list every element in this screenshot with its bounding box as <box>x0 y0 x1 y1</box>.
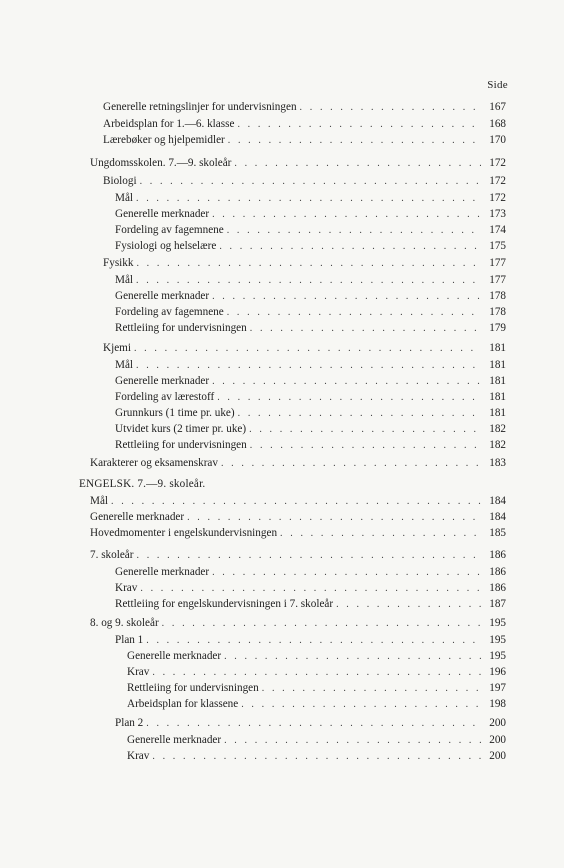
toc-entry-title: Rettleiing for undervisningen <box>115 439 247 451</box>
toc-entry <box>90 510 506 525</box>
toc-entry <box>90 548 506 563</box>
dot-leader <box>136 274 481 288</box>
dot-leader <box>221 457 481 471</box>
toc-entry-title: Generelle retningslinjer for undervisningen <box>103 101 297 113</box>
toc-entry <box>127 649 506 664</box>
toc-entry-page-number: 195 <box>489 617 506 629</box>
toc-entry-title: Ungdomsskolen. 7.—9. skoleår <box>90 157 232 169</box>
toc-entry <box>115 358 506 373</box>
toc-entry-page-number: 173 <box>489 208 506 220</box>
dot-leader <box>227 224 481 238</box>
dot-leader <box>250 439 481 453</box>
toc-entry-page-number: 186 <box>489 549 506 561</box>
dot-leader <box>238 407 481 421</box>
toc-entry-title: Biologi <box>103 175 137 187</box>
dot-leader <box>152 750 481 764</box>
toc-entry-title: Fordeling av fagemnene <box>115 224 224 236</box>
dot-leader <box>212 566 481 580</box>
toc-entry-page-number: 186 <box>489 566 506 578</box>
toc-entry <box>115 374 506 389</box>
toc-entry-page-number: 196 <box>489 666 506 678</box>
toc-entry <box>103 100 506 115</box>
dot-leader <box>137 549 482 563</box>
toc-entry <box>115 273 506 288</box>
toc-entry-page-number: 181 <box>489 375 506 387</box>
toc-entry-title: Fysiologi og helselære <box>115 240 217 252</box>
toc-entry-title: Generelle merknader <box>115 375 210 387</box>
toc-entry <box>103 117 506 132</box>
toc-entry-page-number: 198 <box>489 698 506 710</box>
dot-leader <box>249 423 481 437</box>
toc-entry <box>115 565 506 580</box>
toc-entry-title: Krav <box>127 750 150 762</box>
toc-entry <box>103 256 506 271</box>
dot-leader <box>241 698 481 712</box>
toc-entry-page-number: 200 <box>489 750 506 762</box>
toc-entry <box>115 716 506 731</box>
dot-leader <box>212 290 481 304</box>
toc-entry <box>127 697 506 712</box>
toc-entry <box>90 616 506 631</box>
toc-entry-page-number: 184 <box>489 511 506 523</box>
toc-entry-title: 8. og 9. skoleår <box>90 617 159 629</box>
toc-entry-page-number: 197 <box>489 682 506 694</box>
dot-leader <box>250 322 481 336</box>
toc-entry-title: Rettleiing for engelskundervisningen i 7. skoleår <box>115 598 334 610</box>
toc-entry-page-number: 181 <box>489 407 506 419</box>
toc-entry-title: Karakterer og eksamenskrav <box>90 457 218 469</box>
toc-entry <box>115 390 506 405</box>
dot-leader <box>224 650 481 664</box>
dot-leader <box>219 240 481 254</box>
toc-entry-title: Generelle merknader <box>115 208 210 220</box>
toc-entry <box>115 581 506 596</box>
toc-entry-title: Fysikk <box>103 257 134 269</box>
toc-entry-page-number: 172 <box>489 192 506 204</box>
dot-leader <box>280 527 481 541</box>
toc-entry <box>115 223 506 238</box>
toc-entry-title: Generelle merknader <box>127 650 222 662</box>
toc-entry <box>127 681 506 696</box>
toc-entry-page-number: 181 <box>489 391 506 403</box>
toc-entry <box>115 191 506 206</box>
toc-entry <box>115 289 506 304</box>
toc-entry-page-number: 174 <box>489 224 506 236</box>
toc-entry-title: Arbeidsplan for klassene <box>127 698 239 710</box>
toc-entry <box>103 341 506 356</box>
toc-entry-title: Krav <box>127 666 150 678</box>
toc-entry-title: Generelle merknader <box>115 290 210 302</box>
toc-entry-title: Krav <box>115 582 138 594</box>
toc-entry <box>115 597 506 612</box>
toc-entry <box>127 665 506 680</box>
dot-leader <box>146 634 481 648</box>
toc-entry-title: Mål <box>115 274 134 286</box>
toc-entry <box>115 207 506 222</box>
toc-entry <box>115 422 506 437</box>
dot-leader <box>227 306 481 320</box>
toc-entry <box>90 526 506 541</box>
dot-leader <box>300 101 481 115</box>
dot-leader <box>162 617 481 631</box>
dot-leader <box>134 342 481 356</box>
dot-leader <box>136 257 481 271</box>
toc-entry-page-number: 178 <box>489 290 506 302</box>
dot-leader <box>212 208 481 222</box>
toc-entry <box>90 156 506 171</box>
dot-leader <box>111 495 481 509</box>
page-column-label: Side <box>487 79 508 91</box>
toc-entry-page-number: 170 <box>489 134 506 146</box>
toc-entry-page-number: 200 <box>489 734 506 746</box>
toc-entry-title: Rettleiing for undervisningen <box>127 682 259 694</box>
toc-entry-page-number: 175 <box>489 240 506 252</box>
toc-entry-page-number: 181 <box>489 359 506 371</box>
toc-entry-page-number: 167 <box>489 101 506 113</box>
toc-entry-title: Mål <box>90 495 109 507</box>
toc-entry-page-number: 168 <box>489 118 506 130</box>
toc-entry-title: Generelle merknader <box>127 734 222 746</box>
toc-entry-page-number: 172 <box>489 157 506 169</box>
toc-entry-page-number: 183 <box>489 457 506 469</box>
dot-leader <box>136 192 481 206</box>
toc-entry <box>115 406 506 421</box>
toc-entry <box>90 456 506 471</box>
toc-entry-page-number: 179 <box>489 322 506 334</box>
toc-entry <box>79 477 506 491</box>
dot-leader <box>136 359 481 373</box>
toc-entry-page-number: 185 <box>489 527 506 539</box>
toc-entry-title: Mål <box>115 192 134 204</box>
toc-entry <box>127 749 506 764</box>
dot-leader <box>234 157 481 171</box>
toc-entry-title: Kjemi <box>103 342 131 354</box>
toc-entry <box>90 494 506 509</box>
dot-leader <box>228 134 481 148</box>
toc-entry-title: Generelle merknader <box>115 566 210 578</box>
dot-leader <box>212 375 481 389</box>
toc-entry-page-number: 182 <box>489 439 506 451</box>
dot-leader <box>224 734 481 748</box>
dot-leader <box>146 717 481 731</box>
toc-entry-title: Plan 1 <box>115 634 144 646</box>
toc-entry-page-number: 178 <box>489 306 506 318</box>
dot-leader <box>262 682 481 696</box>
toc-entry-title: Lærebøker og hjelpemidler <box>103 134 225 146</box>
toc-entry-title: Arbeidsplan for 1.—6. klasse <box>103 118 235 130</box>
dot-leader <box>187 511 481 525</box>
toc-entry-title: Grunnkurs (1 time pr. uke) <box>115 407 235 419</box>
toc-entry-page-number: 181 <box>489 342 506 354</box>
dot-leader <box>140 582 481 596</box>
toc-entry <box>103 133 506 148</box>
toc-entry-title: Utvidet kurs (2 timer pr. uke) <box>115 423 247 435</box>
dot-leader <box>140 175 481 189</box>
toc-entry-title: Rettleiing for undervisningen <box>115 322 247 334</box>
toc-entry-title: Fordeling av fagemnene <box>115 306 224 318</box>
toc-entry-title: Hovedmomenter i engelskundervisningen <box>90 527 278 539</box>
toc-entry-title: Fordeling av lærestoff <box>115 391 215 403</box>
dot-leader <box>336 598 481 612</box>
toc-entry-title: 7. skoleår <box>90 549 134 561</box>
toc-entry-title: Mål <box>115 359 134 371</box>
dot-leader <box>237 118 481 132</box>
toc-entry-page-number: 195 <box>489 634 506 646</box>
toc-entry-page-number: 177 <box>489 274 506 286</box>
toc-entry <box>115 438 506 453</box>
toc-entry-title: Generelle merknader <box>90 511 185 523</box>
toc-entry-title: ENGELSK. 7.—9. skoleår. <box>79 478 206 490</box>
toc-entry-page-number: 186 <box>489 582 506 594</box>
toc-entry-page-number: 172 <box>489 175 506 187</box>
toc-entry-page-number: 177 <box>489 257 506 269</box>
toc-entry <box>103 174 506 189</box>
dot-leader <box>217 391 481 405</box>
toc-entry <box>115 239 506 254</box>
toc-entry <box>127 733 506 748</box>
toc-entry <box>115 305 506 320</box>
toc-entry-title: Plan 2 <box>115 717 144 729</box>
toc-entry-page-number: 184 <box>489 495 506 507</box>
toc-entry-page-number: 187 <box>489 598 506 610</box>
toc-entry <box>115 633 506 648</box>
dot-leader <box>152 666 481 680</box>
toc-entry-page-number: 195 <box>489 650 506 662</box>
toc-entry-page-number: 182 <box>489 423 506 435</box>
toc-entry <box>115 321 506 336</box>
toc-entry-page-number: 200 <box>489 717 506 729</box>
